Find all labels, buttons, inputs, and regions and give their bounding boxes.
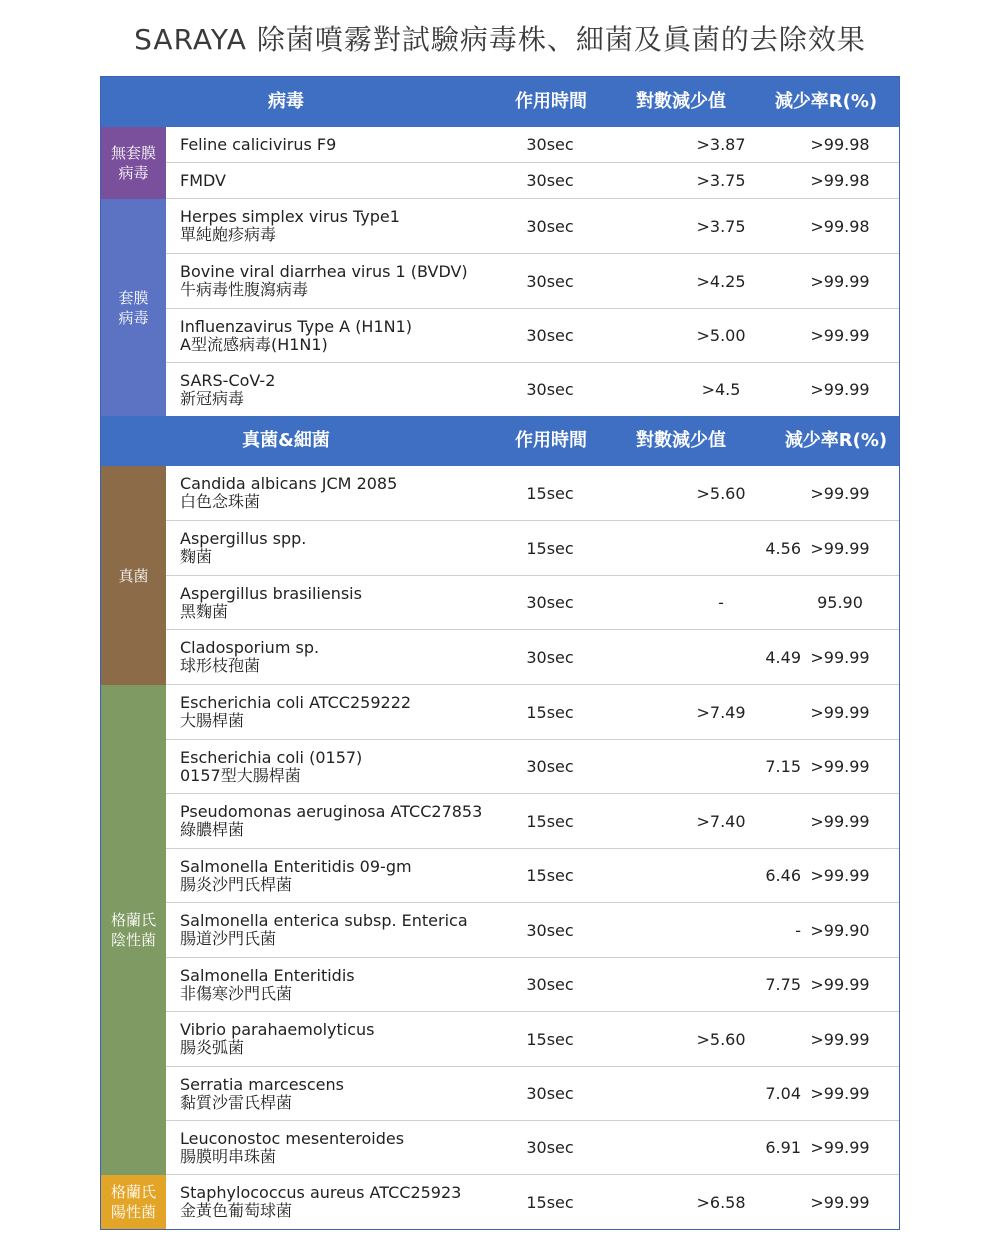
virus-header-row bbox=[101, 77, 899, 127]
organism-name-zh: 白色念珠菌 bbox=[180, 492, 261, 511]
category-label: 格蘭氏陰性菌 bbox=[110, 911, 156, 949]
log-cell: 4.56 bbox=[765, 538, 801, 558]
organism-name-zh: 新冠病毒 bbox=[180, 388, 245, 408]
log-cell: 6.91 bbox=[765, 1138, 801, 1157]
time-cell: 30sec bbox=[526, 380, 574, 399]
organism-name: Escherichia coli (0157) bbox=[180, 747, 363, 767]
rate-cell: >99.99 bbox=[810, 483, 870, 503]
table-row bbox=[166, 1175, 899, 1229]
table-row bbox=[166, 958, 899, 1012]
category-gram-negative bbox=[101, 685, 166, 1175]
log-cell: >4.5 bbox=[701, 380, 741, 399]
organism-name: Aspergillus spp. bbox=[180, 529, 307, 548]
time-cell: 30sec bbox=[526, 920, 574, 940]
log-cell: >5.00 bbox=[696, 326, 746, 345]
category-label: 無套膜病毒 bbox=[110, 144, 156, 182]
time-cell: 15sec bbox=[526, 866, 574, 885]
log-cell: - bbox=[795, 920, 801, 940]
log-cell: 7.75 bbox=[765, 975, 801, 994]
category-label: 套膜病毒 bbox=[118, 288, 149, 327]
virus-header-name: 病毒 bbox=[268, 91, 304, 112]
organism-name-zh: 黏質沙雷氏桿菌 bbox=[180, 1092, 293, 1112]
table-row bbox=[166, 903, 899, 958]
category-gram-positive bbox=[101, 1175, 166, 1229]
rate-cell: >99.90 bbox=[810, 920, 870, 940]
rate-cell: >99.99 bbox=[810, 1029, 870, 1049]
rate-cell: 95.90 bbox=[817, 593, 863, 612]
time-cell: 30sec bbox=[526, 757, 574, 776]
log-cell: 7.15 bbox=[765, 757, 801, 776]
table-row bbox=[166, 1012, 899, 1067]
rate-cell: >99.99 bbox=[810, 647, 870, 667]
organism-name: Pseudomonas aeruginosa ATCC27853 bbox=[180, 802, 483, 821]
organism-name: Aspergillus brasiliensis bbox=[180, 583, 362, 603]
virus-header-rate: 減少率R(%) bbox=[774, 91, 878, 112]
category-label: 格蘭氏陽性菌 bbox=[110, 1183, 156, 1221]
organism-name: Candida albicans JCM 2085 bbox=[180, 474, 398, 493]
organism-name: Serratia marcescens bbox=[180, 1074, 344, 1094]
table-row bbox=[166, 740, 899, 794]
rate-cell: >99.99 bbox=[810, 538, 870, 558]
rate-cell: >99.98 bbox=[810, 216, 870, 236]
table-row bbox=[166, 127, 899, 163]
log-cell: >3.75 bbox=[696, 216, 746, 236]
category-fungi bbox=[101, 466, 166, 685]
time-cell: 30sec bbox=[526, 171, 574, 190]
table-row bbox=[166, 576, 899, 630]
organism-name: Staphylococcus aureus ATCC25923 bbox=[180, 1183, 462, 1202]
category-non-enveloped bbox=[101, 127, 166, 199]
time-cell: 15sec bbox=[526, 1029, 574, 1049]
organism-name-zh: 牛病毒性腹瀉病毒 bbox=[180, 280, 309, 299]
bacteria-header-name: 真菌&細菌 bbox=[242, 430, 330, 451]
time-cell: 30sec bbox=[526, 975, 574, 994]
organism-name-zh: 金黃色葡萄球菌 bbox=[180, 1201, 293, 1220]
organism-name: SARS-CoV-2 bbox=[180, 370, 276, 390]
time-cell: 15sec bbox=[526, 811, 574, 831]
rate-cell: >99.99 bbox=[810, 702, 870, 722]
organism-name-zh: 腸炎弧菌 bbox=[180, 1038, 245, 1057]
time-cell: 15sec bbox=[526, 702, 574, 722]
log-cell: >7.40 bbox=[696, 811, 746, 831]
log-cell: >4.25 bbox=[696, 271, 746, 291]
log-cell: >3.75 bbox=[696, 171, 746, 190]
rate-cell: >99.99 bbox=[810, 380, 870, 399]
log-cell: >7.49 bbox=[696, 702, 746, 722]
time-cell: 15sec bbox=[526, 483, 574, 503]
bacteria-header-rate: 減少率R(%) bbox=[784, 430, 888, 451]
category-label: 真菌 bbox=[118, 566, 149, 585]
organism-name: Cladosporium sp. bbox=[180, 638, 320, 657]
table-row bbox=[166, 794, 899, 849]
rate-cell: >99.99 bbox=[810, 1138, 870, 1157]
log-cell: >6.58 bbox=[696, 1192, 746, 1212]
rate-cell: >99.99 bbox=[810, 1084, 870, 1103]
organism-name: Salmonella enterica subsp. Enterica bbox=[180, 911, 468, 930]
organism-name: Leuconostoc mesenteroides bbox=[180, 1128, 405, 1148]
virus-header-log: 對數減少值 bbox=[636, 91, 726, 112]
log-cell: >5.60 bbox=[696, 1029, 746, 1049]
table-row bbox=[166, 199, 899, 254]
organism-name: Escherichia coli ATCC259222 bbox=[180, 693, 412, 712]
organism-name-zh: 0157型大腸桿菌 bbox=[180, 765, 301, 785]
table-row bbox=[166, 163, 899, 199]
time-cell: 30sec bbox=[526, 1138, 574, 1157]
organism-name: Bovine viral diarrhea virus 1 (BVDV) bbox=[180, 262, 468, 281]
organism-name-zh: 腸炎沙門氏桿菌 bbox=[180, 874, 293, 894]
page-title: SARAYA 除菌噴霧對試驗病毒株、細菌及眞菌的去除效果 bbox=[134, 23, 866, 56]
table-row bbox=[166, 521, 899, 576]
organism-name: Influenzavirus Type A (H1N1) bbox=[180, 316, 413, 336]
organism-name-zh: 綠膿桿菌 bbox=[180, 820, 245, 839]
time-cell: 30sec bbox=[526, 647, 574, 667]
organism-name: Herpes simplex virus Type1 bbox=[180, 207, 400, 226]
bacteria-header-time: 作用時間 bbox=[515, 430, 587, 451]
organism-name: Salmonella Enteritidis 09-gm bbox=[180, 856, 412, 876]
bacteria-header-log: 對數減少值 bbox=[636, 430, 726, 451]
organism-name-zh: 大腸桿菌 bbox=[180, 711, 245, 730]
organism-name: Feline calicivirus F9 bbox=[180, 134, 337, 154]
table-row bbox=[166, 849, 899, 903]
rate-cell: >99.98 bbox=[810, 171, 870, 190]
organism-name: Vibrio parahaemolyticus bbox=[180, 1020, 375, 1039]
organism-name-zh: A型流感病毒(H1N1) bbox=[180, 334, 328, 354]
log-cell: >5.60 bbox=[696, 483, 746, 503]
rate-cell: >99.99 bbox=[810, 1192, 870, 1212]
log-cell: 7.04 bbox=[765, 1084, 801, 1103]
rate-cell: >99.99 bbox=[810, 326, 870, 345]
organism-name-zh: 腸道沙門氏菌 bbox=[180, 929, 277, 948]
category-enveloped bbox=[101, 199, 166, 416]
time-cell: 15sec bbox=[526, 1192, 574, 1212]
table-row bbox=[166, 309, 899, 363]
rate-cell: >99.99 bbox=[810, 271, 870, 291]
table-row bbox=[166, 254, 899, 309]
time-cell: 30sec bbox=[526, 1084, 574, 1103]
time-cell: 30sec bbox=[526, 271, 574, 291]
log-cell: - bbox=[718, 593, 724, 612]
organism-name-zh: 腸膜明串珠菌 bbox=[180, 1146, 277, 1166]
organism-name: Salmonella Enteritidis bbox=[180, 965, 355, 985]
time-cell: 30sec bbox=[526, 326, 574, 345]
time-cell: 30sec bbox=[526, 135, 574, 154]
rate-cell: >99.99 bbox=[810, 866, 870, 885]
time-cell: 30sec bbox=[526, 216, 574, 236]
organism-name-zh: 麴菌 bbox=[180, 547, 213, 566]
organism-name-zh: 單純皰疹病毒 bbox=[180, 225, 277, 244]
log-cell: 6.46 bbox=[765, 866, 801, 885]
time-cell: 15sec bbox=[526, 538, 574, 558]
virus-header-time: 作用時間 bbox=[515, 91, 587, 112]
rate-cell: >99.99 bbox=[810, 757, 870, 776]
rate-cell: >99.98 bbox=[810, 135, 870, 154]
organism-name: FMDV bbox=[180, 170, 226, 190]
results-table bbox=[100, 76, 900, 1230]
rate-cell: >99.99 bbox=[810, 811, 870, 831]
table-row bbox=[166, 685, 899, 740]
organism-name-zh: 非傷寒沙門氏菌 bbox=[180, 983, 293, 1003]
time-cell: 30sec bbox=[526, 593, 574, 612]
log-cell: >3.87 bbox=[696, 135, 746, 154]
log-cell: 4.49 bbox=[765, 647, 801, 667]
table-row bbox=[166, 466, 899, 521]
table-row bbox=[166, 1121, 899, 1175]
organism-name-zh: 球形枝孢菌 bbox=[180, 656, 261, 675]
organism-name-zh: 黑麴菌 bbox=[180, 601, 229, 621]
table-row bbox=[166, 363, 899, 416]
rate-cell: >99.99 bbox=[810, 975, 870, 994]
table-row bbox=[166, 1067, 899, 1121]
table-row bbox=[166, 630, 899, 685]
bacteria-header-row bbox=[101, 416, 899, 466]
